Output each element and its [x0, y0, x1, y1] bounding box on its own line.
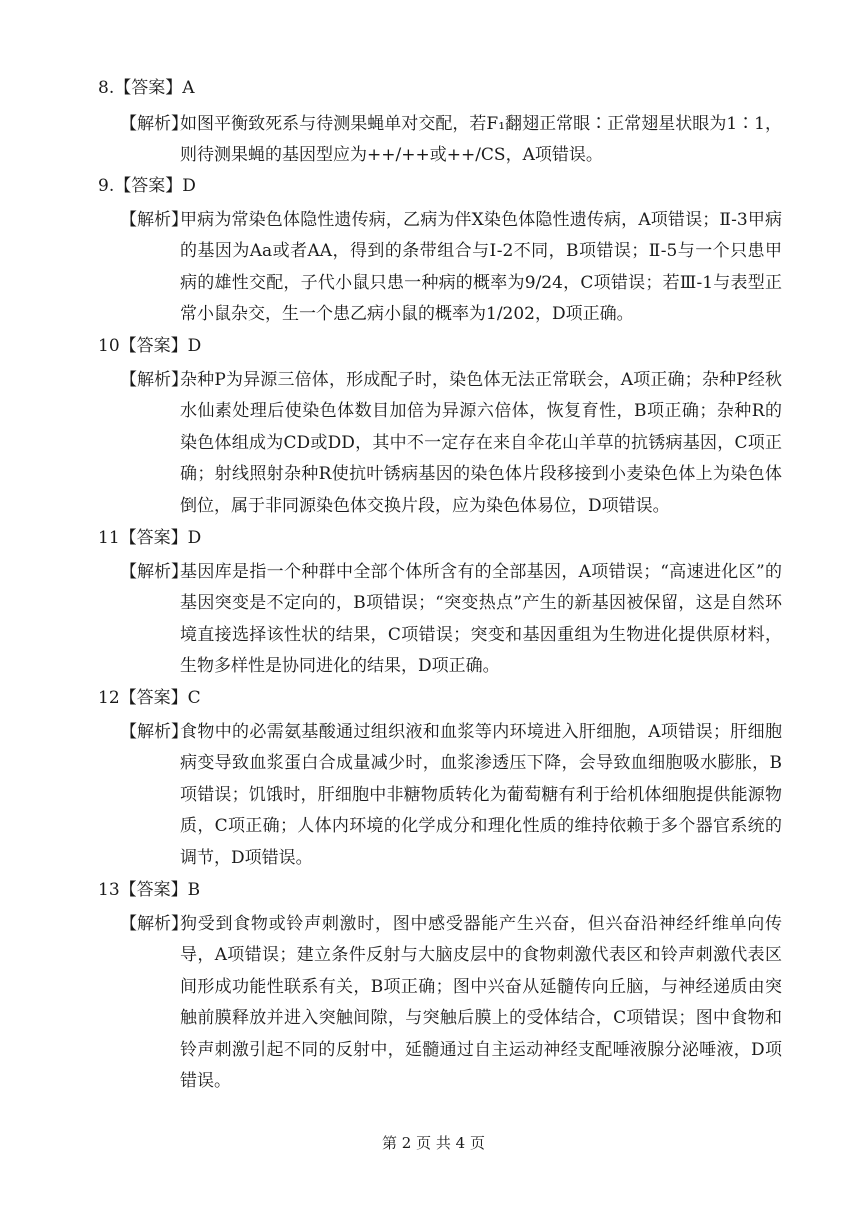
answer-value: B	[187, 880, 201, 900]
question-number: 8.	[98, 78, 115, 98]
explanation	[120, 557, 782, 683]
question-number: 11	[98, 528, 120, 548]
question-number: 10	[98, 336, 120, 356]
explanation-label: 【解析】	[120, 370, 188, 390]
answer-line	[98, 880, 200, 900]
explanation-text: 杂种P为异源三倍体，形成配子时，染色体无法正常联会，A项正确；杂种P经秋水仙素处理后使染色体数目加倍为异源六倍体，恢复育性，B项正确；杂种R的染色体组成为CD或DD，其中不一定存在来自伞花山羊草的抗锈病基因，C项正确；射线照射杂种R使抗叶锈病基因的染色体片段移接到小麦染色体上为染色体倒位，属于非同源染色体交换片段，应为染色体易位，D项错误。	[180, 370, 782, 516]
answer-line	[98, 528, 201, 548]
explanation-text: 狗受到食物或铃声刺激时，图中感受器能产生兴奋，但兴奋沿神经纤维单向传导，A项错误；建立条件反射与大脑皮层中的食物刺激代表区和铃声刺激代表区间形成功能性联系有关，B项正确；图中兴奋从延髓传向丘脑，与神经递质由突触前膜释放并进入突触间隙，与突触后膜上的受体结合，C项错误；图中食物和铃声刺激引起不同的反射中，延髓通过自主运动神经支配唾液腺分泌唾液，D项错误。	[180, 914, 782, 1092]
explanation-text: 基因库是指一个种群中全部个体所含有的全部基因，A项错误；“高速进化区”的基因突变是不定向的，B项错误；“突变热点”产生的新基因被保留，这是自然环境直接选择该性状的结果，C项错误；突变和基因重组为生物进化提供原材料，生物多样性是协同进化的结果，D项正确。	[180, 562, 782, 677]
explanation	[120, 909, 782, 1097]
answer-label: 【答案】	[119, 688, 188, 708]
answer-value: D	[187, 336, 202, 356]
explanation-label: 【解析】	[120, 722, 188, 742]
explanation	[120, 365, 782, 522]
answer-label: 【答案】	[119, 336, 188, 356]
explanation-label: 【解析】	[120, 114, 188, 134]
explanation	[120, 205, 782, 331]
answer-value: C	[187, 688, 201, 708]
explanation-text: 食物中的必需氨基酸通过组织液和血浆等内环境进入肝细胞，A项错误；肝细胞病变导致血浆蛋白合成量减少时，血浆渗透压下降，会导致血细胞吸水膨胀，B项错误；饥饿时，肝细胞中非糖物质转化为葡萄糖有利于给机体细胞提供能源物质，C项正确；人体内环境的化学成分和理化性质的维持依赖于多个器官系统的调节，D项错误。	[180, 722, 782, 868]
answer-line	[98, 78, 195, 98]
answer-label: 【答案】	[119, 880, 188, 900]
explanation-label: 【解析】	[120, 210, 188, 230]
answer-value: D	[182, 176, 196, 196]
explanation-label: 【解析】	[120, 914, 188, 934]
answer-label: 【答案】	[119, 528, 188, 548]
answer-label: 【答案】	[114, 176, 183, 196]
explanation-label: 【解析】	[120, 562, 188, 582]
answer-label: 【答案】	[114, 78, 183, 98]
question-number: 9.	[98, 176, 115, 196]
answer-line	[98, 336, 201, 356]
answer-value: A	[182, 78, 195, 98]
page-footer: 第 2 页 共 4 页	[382, 1134, 485, 1152]
answer-value: D	[187, 528, 202, 548]
answer-line	[98, 176, 196, 196]
explanation-text: 甲病为常染色体隐性遗传病，乙病为伴X染色体隐性遗传病，A项错误；Ⅱ-3甲病的基因为Aa或者AA，得到的条带组合与Ⅰ-2不同，B项错误；Ⅱ-5与一个只患甲病的雄性交配，子代小鼠只患一种病的概率为9/24，C项错误；若Ⅲ-1与表型正常小鼠杂交，生一个患乙病小鼠的概率为1/202，D项正确。	[180, 210, 782, 325]
question-number: 13	[98, 880, 120, 900]
explanation	[120, 109, 782, 172]
answer-line	[98, 688, 201, 708]
explanation-text: 如图平衡致死系与待测果蝇单对交配，若F₁翻翅正常眼∶正常翅星状眼为1∶1，则待测果蝇的基因型应为++/++或++/CS，A项错误。	[180, 114, 782, 166]
question-number: 12	[98, 688, 120, 708]
explanation	[120, 717, 782, 874]
